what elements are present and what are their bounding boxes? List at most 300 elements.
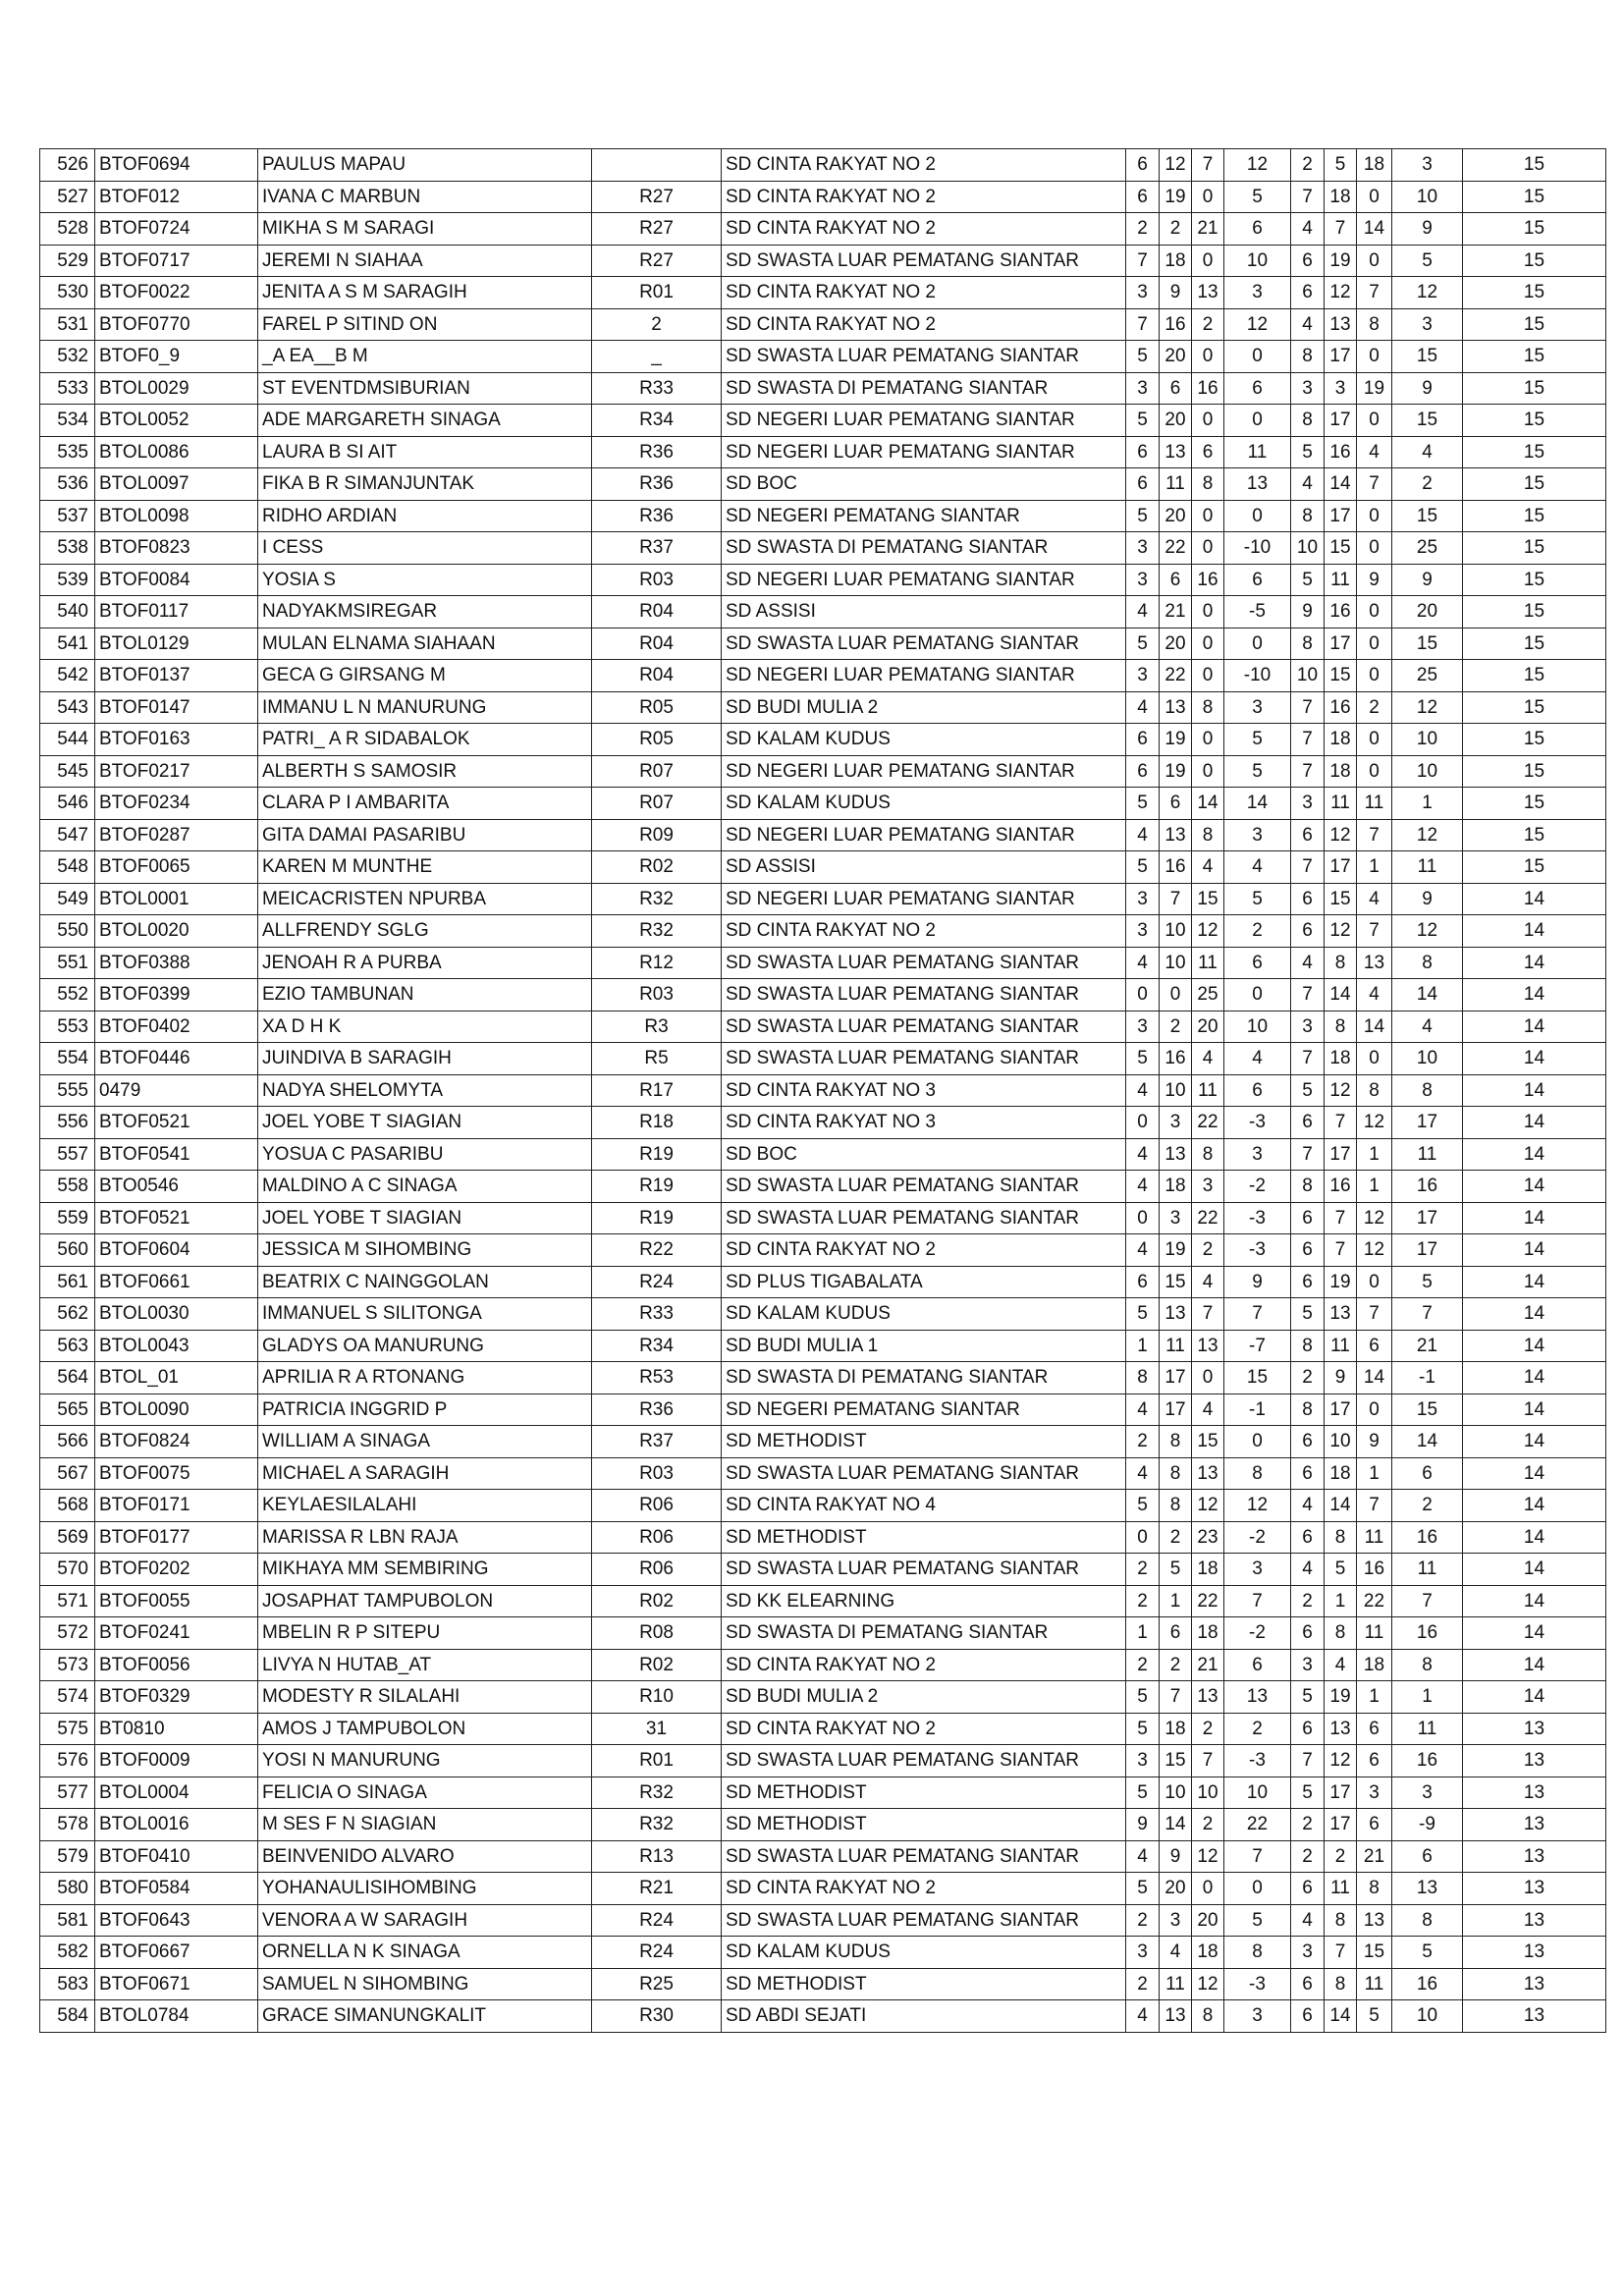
table-row	[40, 308, 1606, 341]
school-name-cell: SD SWASTA LUAR PEMATANG SIANTAR	[722, 341, 1126, 373]
room-code-cell: R24	[592, 1266, 722, 1298]
score-b2-cell: 17	[1325, 851, 1357, 884]
school-name-cell: SD CINTA RAKYAT NO 2	[722, 1649, 1126, 1681]
room-code-cell	[592, 149, 722, 182]
student-name-cell: ALBERTH S SAMOSIR	[258, 755, 592, 788]
score-a-total-cell: 7	[1224, 1585, 1291, 1617]
score-a3-cell: 18	[1192, 1617, 1224, 1650]
participant-id-cell: BTOF0643	[95, 1904, 258, 1937]
row-number-cell: 547	[40, 819, 95, 851]
score-a-total-cell: 4	[1224, 851, 1291, 884]
score-a3-cell: 0	[1192, 755, 1224, 788]
score-a2-cell: 19	[1160, 724, 1192, 756]
final-score-cell: 14	[1463, 1011, 1606, 1043]
score-b3-cell: 7	[1357, 277, 1392, 309]
score-a-total-cell: -2	[1224, 1171, 1291, 1203]
score-b2-cell: 14	[1325, 2000, 1357, 2033]
score-b3-cell: 7	[1357, 1490, 1392, 1522]
score-b1-cell: 10	[1291, 660, 1325, 692]
score-b1-cell: 3	[1291, 1011, 1325, 1043]
score-a-total-cell: 3	[1224, 1554, 1291, 1586]
score-a-total-cell: -2	[1224, 1617, 1291, 1650]
participant-id-cell: BTOF0056	[95, 1649, 258, 1681]
participant-id-cell: BTOF0234	[95, 788, 258, 820]
room-code-cell: R06	[592, 1554, 722, 1586]
row-number-cell: 558	[40, 1171, 95, 1203]
score-b-total-cell: 5	[1392, 1266, 1463, 1298]
student-name-cell: GITA DAMAI PASARIBU	[258, 819, 592, 851]
row-number-cell: 532	[40, 341, 95, 373]
final-score-cell: 15	[1463, 372, 1606, 405]
school-name-cell: SD CINTA RAKYAT NO 3	[722, 1107, 1126, 1139]
participant-id-cell: BTOF0022	[95, 277, 258, 309]
score-a-total-cell: 13	[1224, 1681, 1291, 1714]
score-b2-cell: 4	[1325, 1649, 1357, 1681]
school-name-cell: SD METHODIST	[722, 1968, 1126, 2000]
score-b-total-cell: 25	[1392, 660, 1463, 692]
school-name-cell: SD NEGERI LUAR PEMATANG SIANTAR	[722, 660, 1126, 692]
student-name-cell: MICHAEL A SARAGIH	[258, 1457, 592, 1490]
table-row	[40, 1457, 1606, 1490]
score-a2-cell: 3	[1160, 1107, 1192, 1139]
final-score-cell: 14	[1463, 1585, 1606, 1617]
score-a3-cell: 8	[1192, 1138, 1224, 1171]
score-a1-cell: 4	[1126, 691, 1160, 724]
score-a1-cell: 7	[1126, 245, 1160, 277]
final-score-cell: 15	[1463, 819, 1606, 851]
score-a2-cell: 13	[1160, 691, 1192, 724]
score-a1-cell: 3	[1126, 532, 1160, 565]
participant-id-cell: BTOL0020	[95, 915, 258, 948]
row-number-cell: 577	[40, 1777, 95, 1809]
participant-id-cell: BTOF0055	[95, 1585, 258, 1617]
score-a3-cell: 0	[1192, 532, 1224, 565]
score-a-total-cell: 12	[1224, 1490, 1291, 1522]
school-name-cell: SD METHODIST	[722, 1426, 1126, 1458]
score-a-total-cell: -2	[1224, 1521, 1291, 1554]
score-b3-cell: 4	[1357, 979, 1392, 1011]
row-number-cell: 544	[40, 724, 95, 756]
score-a2-cell: 8	[1160, 1490, 1192, 1522]
final-score-cell: 14	[1463, 1298, 1606, 1331]
score-b-total-cell: 8	[1392, 1649, 1463, 1681]
school-name-cell: SD NEGERI LUAR PEMATANG SIANTAR	[722, 755, 1126, 788]
score-a2-cell: 18	[1160, 1713, 1192, 1745]
score-a1-cell: 2	[1126, 1585, 1160, 1617]
score-b1-cell: 4	[1291, 308, 1325, 341]
score-b3-cell: 14	[1357, 1011, 1392, 1043]
score-b1-cell: 6	[1291, 1202, 1325, 1234]
score-a-total-cell: 7	[1224, 1840, 1291, 1873]
score-a-total-cell: 0	[1224, 405, 1291, 437]
score-b-total-cell: 2	[1392, 1490, 1463, 1522]
table-row	[40, 788, 1606, 820]
table-row	[40, 1840, 1606, 1873]
score-a1-cell: 6	[1126, 1266, 1160, 1298]
table-row	[40, 755, 1606, 788]
score-a3-cell: 7	[1192, 149, 1224, 182]
score-b2-cell: 18	[1325, 724, 1357, 756]
final-score-cell: 13	[1463, 1777, 1606, 1809]
score-a2-cell: 15	[1160, 1266, 1192, 1298]
score-a-total-cell: 6	[1224, 947, 1291, 979]
score-b1-cell: 6	[1291, 1234, 1325, 1267]
final-score-cell: 13	[1463, 1873, 1606, 1905]
row-number-cell: 528	[40, 213, 95, 246]
score-a-total-cell: -3	[1224, 1202, 1291, 1234]
score-a2-cell: 6	[1160, 1617, 1192, 1650]
room-code-cell: R36	[592, 436, 722, 468]
score-a-total-cell: 10	[1224, 245, 1291, 277]
score-a1-cell: 6	[1126, 724, 1160, 756]
score-a1-cell: 9	[1126, 1809, 1160, 1841]
score-b3-cell: 0	[1357, 596, 1392, 629]
room-code-cell: R04	[592, 628, 722, 660]
score-a3-cell: 0	[1192, 628, 1224, 660]
score-a2-cell: 22	[1160, 660, 1192, 692]
score-a-total-cell: 22	[1224, 1809, 1291, 1841]
score-b1-cell: 7	[1291, 181, 1325, 213]
score-a1-cell: 0	[1126, 1202, 1160, 1234]
score-a2-cell: 6	[1160, 372, 1192, 405]
score-b3-cell: 12	[1357, 1234, 1392, 1267]
final-score-cell: 15	[1463, 245, 1606, 277]
score-b2-cell: 14	[1325, 979, 1357, 1011]
school-name-cell: SD SWASTA DI PEMATANG SIANTAR	[722, 1362, 1126, 1394]
score-b3-cell: 14	[1357, 213, 1392, 246]
school-name-cell: SD BUDI MULIA 1	[722, 1330, 1126, 1362]
participant-id-cell: BTOL0016	[95, 1809, 258, 1841]
score-a2-cell: 14	[1160, 1809, 1192, 1841]
score-a-total-cell: 7	[1224, 1298, 1291, 1331]
final-score-cell: 14	[1463, 1362, 1606, 1394]
participant-id-cell: BTOL_01	[95, 1362, 258, 1394]
score-b-total-cell: 12	[1392, 915, 1463, 948]
score-b3-cell: 11	[1357, 1521, 1392, 1554]
participant-id-cell: BTOF0584	[95, 1873, 258, 1905]
room-code-cell: R19	[592, 1138, 722, 1171]
score-a-total-cell: 0	[1224, 1426, 1291, 1458]
score-a3-cell: 6	[1192, 436, 1224, 468]
score-a1-cell: 5	[1126, 851, 1160, 884]
school-name-cell: SD SWASTA LUAR PEMATANG SIANTAR	[722, 1457, 1126, 1490]
room-code-cell: R36	[592, 1394, 722, 1426]
score-a3-cell: 0	[1192, 245, 1224, 277]
score-b1-cell: 6	[1291, 2000, 1325, 2033]
school-name-cell: SD CINTA RAKYAT NO 4	[722, 1490, 1126, 1522]
score-a1-cell: 7	[1126, 308, 1160, 341]
score-a1-cell: 4	[1126, 596, 1160, 629]
school-name-cell: SD KALAM KUDUS	[722, 1937, 1126, 1969]
score-b2-cell: 17	[1325, 628, 1357, 660]
school-name-cell: SD SWASTA LUAR PEMATANG SIANTAR	[722, 1011, 1126, 1043]
score-b1-cell: 3	[1291, 1649, 1325, 1681]
score-b2-cell: 7	[1325, 1202, 1357, 1234]
student-name-cell: YOHANAULISIHOMBING	[258, 1873, 592, 1905]
table-row	[40, 1968, 1606, 2000]
results-sheet	[39, 148, 1606, 2033]
score-a2-cell: 20	[1160, 341, 1192, 373]
participant-id-cell: BTOF0410	[95, 1840, 258, 1873]
final-score-cell: 15	[1463, 851, 1606, 884]
table-row	[40, 915, 1606, 948]
score-a2-cell: 16	[1160, 1043, 1192, 1075]
table-row	[40, 1426, 1606, 1458]
room-code-cell: R30	[592, 2000, 722, 2033]
score-b-total-cell: 9	[1392, 883, 1463, 915]
score-a1-cell: 3	[1126, 564, 1160, 596]
room-code-cell: R19	[592, 1171, 722, 1203]
school-name-cell: SD METHODIST	[722, 1521, 1126, 1554]
final-score-cell: 14	[1463, 1649, 1606, 1681]
participant-id-cell: BTOL0090	[95, 1394, 258, 1426]
score-a-total-cell: 3	[1224, 277, 1291, 309]
score-b3-cell: 3	[1357, 1777, 1392, 1809]
participant-id-cell: BTOF0217	[95, 755, 258, 788]
participant-id-cell: BTOF0399	[95, 979, 258, 1011]
room-code-cell: R05	[592, 691, 722, 724]
table-row	[40, 1330, 1606, 1362]
score-a3-cell: 15	[1192, 1426, 1224, 1458]
score-a2-cell: 20	[1160, 500, 1192, 532]
table-row	[40, 1554, 1606, 1586]
participant-id-cell: BTOF0671	[95, 1968, 258, 2000]
student-name-cell: IMMANUEL S SILITONGA	[258, 1298, 592, 1331]
score-a-total-cell: 12	[1224, 308, 1291, 341]
school-name-cell: SD NEGERI LUAR PEMATANG SIANTAR	[722, 405, 1126, 437]
room-code-cell: R01	[592, 277, 722, 309]
score-b1-cell: 8	[1291, 628, 1325, 660]
score-a1-cell: 5	[1126, 1298, 1160, 1331]
participant-id-cell: BTOF0724	[95, 213, 258, 246]
score-a3-cell: 8	[1192, 2000, 1224, 2033]
score-a2-cell: 2	[1160, 1011, 1192, 1043]
participant-id-cell: BTOF0824	[95, 1426, 258, 1458]
score-a-total-cell: 10	[1224, 1777, 1291, 1809]
participant-id-cell: 0479	[95, 1074, 258, 1107]
score-a-total-cell: 5	[1224, 1904, 1291, 1937]
room-code-cell: R25	[592, 1968, 722, 2000]
score-a-total-cell: -10	[1224, 660, 1291, 692]
student-name-cell: MEICACRISTEN NPURBA	[258, 883, 592, 915]
school-name-cell: SD NEGERI LUAR PEMATANG SIANTAR	[722, 819, 1126, 851]
table-row	[40, 1521, 1606, 1554]
row-number-cell: 553	[40, 1011, 95, 1043]
row-number-cell: 562	[40, 1298, 95, 1331]
score-b-total-cell: 10	[1392, 2000, 1463, 2033]
table-row	[40, 1490, 1606, 1522]
score-a2-cell: 19	[1160, 1234, 1192, 1267]
score-a-total-cell: -7	[1224, 1330, 1291, 1362]
participant-id-cell: BTOF0202	[95, 1554, 258, 1586]
score-a3-cell: 10	[1192, 1777, 1224, 1809]
student-name-cell: BEINVENIDO ALVARO	[258, 1840, 592, 1873]
score-a1-cell: 4	[1126, 819, 1160, 851]
room-code-cell: R03	[592, 1457, 722, 1490]
score-b2-cell: 16	[1325, 436, 1357, 468]
score-b2-cell: 18	[1325, 755, 1357, 788]
score-b1-cell: 7	[1291, 1745, 1325, 1777]
student-name-cell: NADYA SHELOMYTA	[258, 1074, 592, 1107]
table-row	[40, 1904, 1606, 1937]
score-b2-cell: 3	[1325, 372, 1357, 405]
score-a-total-cell: 4	[1224, 1043, 1291, 1075]
row-number-cell: 556	[40, 1107, 95, 1139]
student-name-cell: FAREL P SITIND ON	[258, 308, 592, 341]
school-name-cell: SD NEGERI LUAR PEMATANG SIANTAR	[722, 883, 1126, 915]
score-b2-cell: 17	[1325, 1809, 1357, 1841]
score-b2-cell: 17	[1325, 1394, 1357, 1426]
score-b2-cell: 8	[1325, 1521, 1357, 1554]
participant-id-cell: BTOF0137	[95, 660, 258, 692]
score-a3-cell: 0	[1192, 660, 1224, 692]
final-score-cell: 15	[1463, 149, 1606, 182]
score-b1-cell: 6	[1291, 277, 1325, 309]
score-a2-cell: 7	[1160, 883, 1192, 915]
score-a2-cell: 11	[1160, 1330, 1192, 1362]
final-score-cell: 15	[1463, 181, 1606, 213]
score-a3-cell: 16	[1192, 564, 1224, 596]
score-b-total-cell: 7	[1392, 1585, 1463, 1617]
final-score-cell: 14	[1463, 1521, 1606, 1554]
score-b1-cell: 3	[1291, 372, 1325, 405]
table-row	[40, 1617, 1606, 1650]
score-a-total-cell: 6	[1224, 1649, 1291, 1681]
score-b-total-cell: 15	[1392, 500, 1463, 532]
score-b2-cell: 11	[1325, 564, 1357, 596]
score-a2-cell: 22	[1160, 532, 1192, 565]
participant-id-cell: BTOF0177	[95, 1521, 258, 1554]
row-number-cell: 576	[40, 1745, 95, 1777]
table-row	[40, 628, 1606, 660]
score-b-total-cell: 16	[1392, 1968, 1463, 2000]
student-name-cell: YOSI N MANURUNG	[258, 1745, 592, 1777]
score-a2-cell: 20	[1160, 405, 1192, 437]
row-number-cell: 554	[40, 1043, 95, 1075]
score-a2-cell: 8	[1160, 1457, 1192, 1490]
final-score-cell: 15	[1463, 532, 1606, 565]
score-a3-cell: 2	[1192, 308, 1224, 341]
score-a2-cell: 10	[1160, 1074, 1192, 1107]
score-a1-cell: 2	[1126, 1904, 1160, 1937]
row-number-cell: 527	[40, 181, 95, 213]
score-b-total-cell: 9	[1392, 564, 1463, 596]
score-b3-cell: 13	[1357, 947, 1392, 979]
score-a3-cell: 0	[1192, 181, 1224, 213]
score-b-total-cell: 5	[1392, 245, 1463, 277]
score-a2-cell: 19	[1160, 755, 1192, 788]
row-number-cell: 575	[40, 1713, 95, 1745]
score-b1-cell: 5	[1291, 436, 1325, 468]
score-b2-cell: 17	[1325, 500, 1357, 532]
final-score-cell: 15	[1463, 755, 1606, 788]
school-name-cell: SD CINTA RAKYAT NO 2	[722, 1873, 1126, 1905]
score-b3-cell: 0	[1357, 245, 1392, 277]
row-number-cell: 582	[40, 1937, 95, 1969]
score-b1-cell: 6	[1291, 915, 1325, 948]
school-name-cell: SD CINTA RAKYAT NO 2	[722, 277, 1126, 309]
score-b3-cell: 9	[1357, 564, 1392, 596]
room-code-cell: R3	[592, 1011, 722, 1043]
score-a1-cell: 5	[1126, 405, 1160, 437]
score-a3-cell: 15	[1192, 883, 1224, 915]
participant-id-cell: BTOF0287	[95, 819, 258, 851]
row-number-cell: 549	[40, 883, 95, 915]
participant-id-cell: BTOL0043	[95, 1330, 258, 1362]
participant-id-cell: BTOF0446	[95, 1043, 258, 1075]
score-a3-cell: 4	[1192, 851, 1224, 884]
school-name-cell: SD KK ELEARNING	[722, 1585, 1126, 1617]
final-score-cell: 15	[1463, 596, 1606, 629]
row-number-cell: 569	[40, 1521, 95, 1554]
score-a2-cell: 1	[1160, 1585, 1192, 1617]
student-name-cell: PATRI_ A R SIDABALOK	[258, 724, 592, 756]
score-a3-cell: 0	[1192, 341, 1224, 373]
final-score-cell: 15	[1463, 436, 1606, 468]
score-b3-cell: 19	[1357, 372, 1392, 405]
final-score-cell: 13	[1463, 1745, 1606, 1777]
score-b1-cell: 5	[1291, 1074, 1325, 1107]
final-score-cell: 14	[1463, 1554, 1606, 1586]
score-a2-cell: 16	[1160, 851, 1192, 884]
row-number-cell: 574	[40, 1681, 95, 1714]
school-name-cell: SD METHODIST	[722, 1777, 1126, 1809]
table-row	[40, 1713, 1606, 1745]
participant-id-cell: BTOF0388	[95, 947, 258, 979]
room-code-cell: R02	[592, 851, 722, 884]
score-b-total-cell: 12	[1392, 691, 1463, 724]
participant-id-cell: BTOF0_9	[95, 341, 258, 373]
row-number-cell: 538	[40, 532, 95, 565]
school-name-cell: SD BOC	[722, 468, 1126, 501]
table-row	[40, 1266, 1606, 1298]
score-b3-cell: 0	[1357, 1266, 1392, 1298]
score-b2-cell: 18	[1325, 1043, 1357, 1075]
score-b2-cell: 7	[1325, 1937, 1357, 1969]
table-row	[40, 245, 1606, 277]
participant-id-cell: BTOF0667	[95, 1937, 258, 1969]
participant-id-cell: BTOF0717	[95, 245, 258, 277]
final-score-cell: 14	[1463, 1681, 1606, 1714]
score-b2-cell: 7	[1325, 213, 1357, 246]
room-code-cell: R02	[592, 1649, 722, 1681]
final-score-cell: 14	[1463, 947, 1606, 979]
room-code-cell: R04	[592, 596, 722, 629]
score-b2-cell: 13	[1325, 1298, 1357, 1331]
school-name-cell: SD NEGERI PEMATANG SIANTAR	[722, 500, 1126, 532]
score-a2-cell: 10	[1160, 947, 1192, 979]
school-name-cell: SD ABDI SEJATI	[722, 2000, 1126, 2033]
table-row	[40, 1074, 1606, 1107]
student-name-cell: ORNELLA N K SINAGA	[258, 1937, 592, 1969]
score-a1-cell: 3	[1126, 1745, 1160, 1777]
score-b-total-cell: 14	[1392, 1426, 1463, 1458]
final-score-cell: 15	[1463, 660, 1606, 692]
final-score-cell: 14	[1463, 1490, 1606, 1522]
score-b-total-cell: 21	[1392, 1330, 1463, 1362]
score-a1-cell: 3	[1126, 883, 1160, 915]
score-b2-cell: 17	[1325, 1777, 1357, 1809]
score-b3-cell: 22	[1357, 1585, 1392, 1617]
score-a1-cell: 6	[1126, 468, 1160, 501]
room-code-cell: R32	[592, 915, 722, 948]
final-score-cell: 15	[1463, 788, 1606, 820]
final-score-cell: 14	[1463, 1266, 1606, 1298]
score-b1-cell: 7	[1291, 979, 1325, 1011]
results-table	[39, 148, 1606, 2033]
score-a2-cell: 19	[1160, 181, 1192, 213]
student-name-cell: KEYLAESILALAHI	[258, 1490, 592, 1522]
